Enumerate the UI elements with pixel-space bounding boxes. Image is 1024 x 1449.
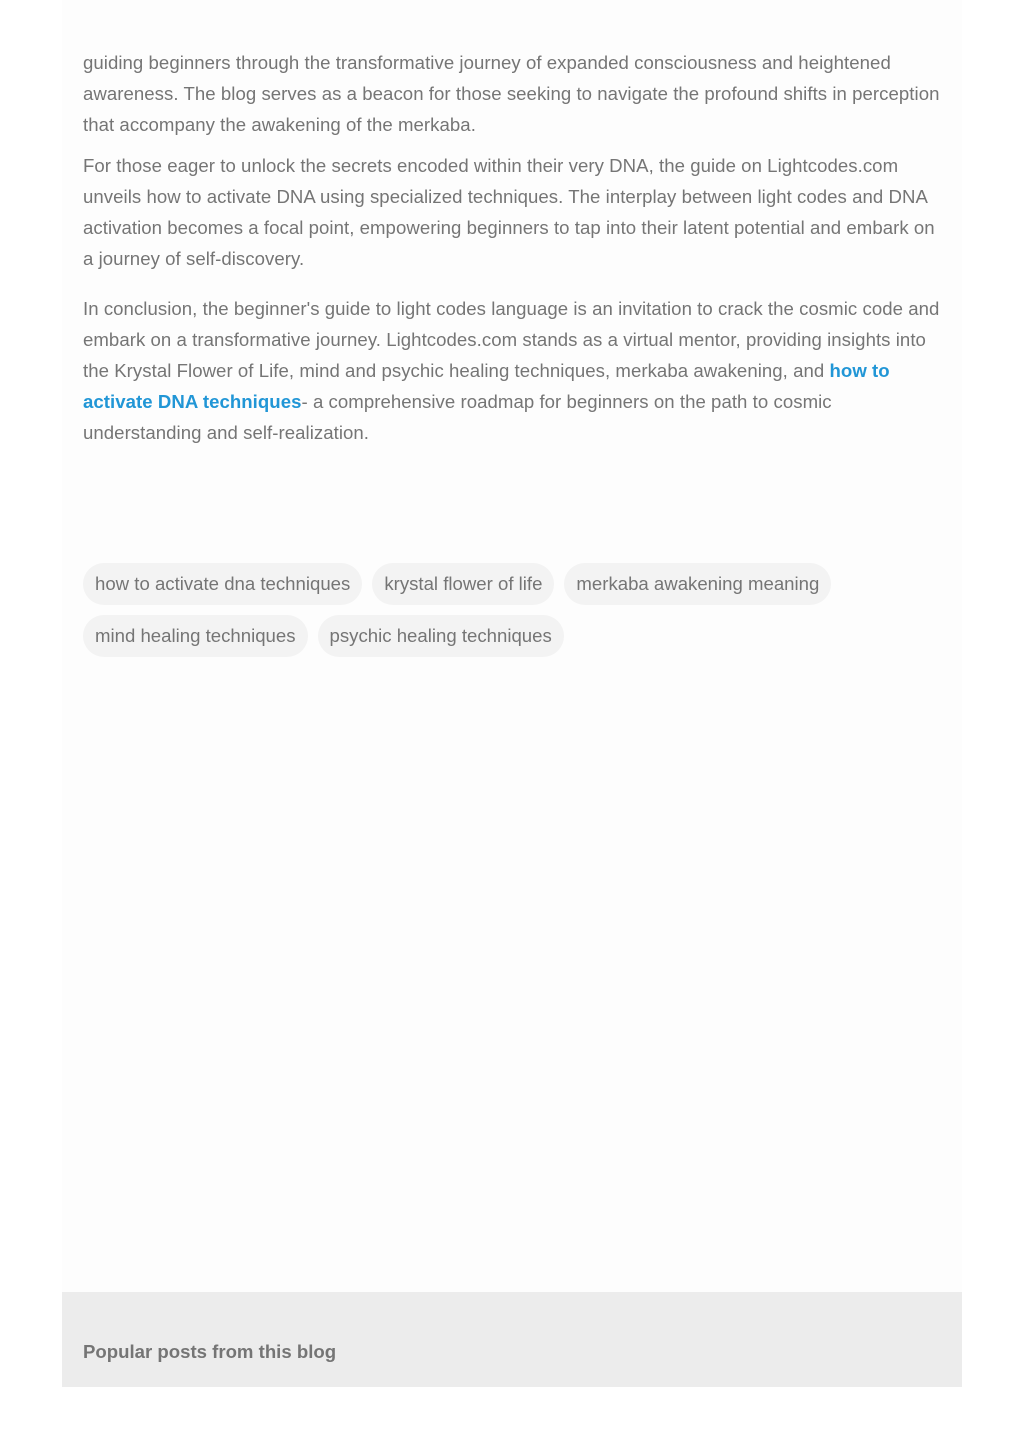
label-chip-activate-dna[interactable]: how to activate dna techniques xyxy=(83,563,362,605)
article-paragraph-2: For those eager to unlock the secrets encoded within their very DNA, the guide on Lightcodes.com unveils how to activate DNA using specialized techniques. The interplay between light codes and DNA activation becomes a focal point, empowering beginners to tap into their latent potential and embark on a journey of self-discovery. xyxy=(83,155,935,269)
article-paragraph-3-text-before: In conclusion, the beginner's guide to light codes language is an invitation to crack the cosmic code and embark on a transformative journey. Lightcodes.com stands as a virtual mentor, providing insights into the Krystal Flower of Life, mind and psychic healing techniques, merkaba awakening, and xyxy=(83,298,940,381)
post-body xyxy=(83,47,941,448)
label-chip-psychic-healing[interactable]: psychic healing techniques xyxy=(318,615,564,657)
label-chip-merkaba-awakening[interactable]: merkaba awakening meaning xyxy=(564,563,831,605)
article-paragraph-3-text-after: - a comprehensive roadmap for beginners on the path to cosmic understanding and self-realization. xyxy=(83,391,832,443)
article-paragraph-3 xyxy=(83,293,941,448)
post-labels xyxy=(83,563,953,657)
article-paragraph-1: guiding beginners through the transformative journey of expanded consciousness and heightened awareness. The blog serves as a beacon for those seeking to navigate the profound shifts in perception that accompany the awakening of the merkaba. xyxy=(83,52,940,135)
popular-posts-section xyxy=(62,1292,962,1387)
popular-posts-heading: Popular posts from this blog xyxy=(83,1341,337,1362)
activate-dna-techniques-link[interactable]: how to activate DNA techniques xyxy=(83,360,890,412)
label-chip-krystal-flower[interactable]: krystal flower of life xyxy=(372,563,554,605)
label-chip-mind-healing[interactable]: mind healing techniques xyxy=(83,615,308,657)
